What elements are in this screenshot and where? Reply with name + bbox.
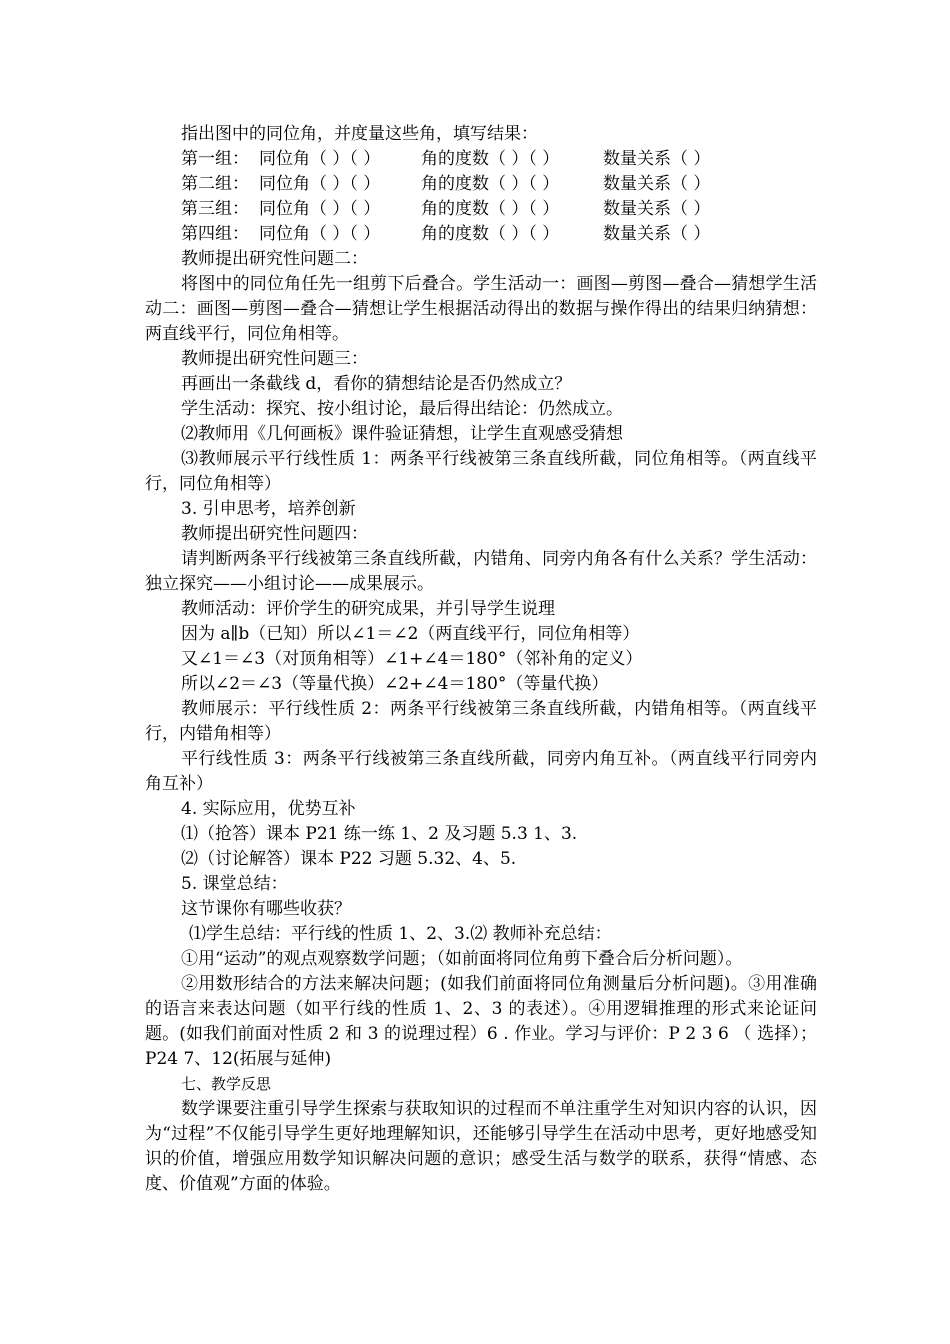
group-relation: 数量关系（ ）: [603, 224, 711, 244]
proof-line-1: 因为 a∥b（已知）所以∠1＝∠2（两直线平行，同位角相等）: [181, 624, 640, 644]
teaching-reflection: 数学课要注重引导学生探索与获取知识的过程而不单注重学生对知识内容的认识，因为“过程”不仅能引导学生更好地理解知识，还能够引导学生在活动中思考，更好地感受知识的价值，增强应用数学知识解决问题的意识；感受生活与数学的联系，获得“情感、态度、价值观”方面的体验。: [145, 1099, 817, 1194]
summary-point-1: ①用“运动”的观点观察数学问题；（如前面将同位角剪下叠合后分析问题）。: [181, 949, 743, 969]
group-name: 第三组：: [181, 199, 249, 219]
teacher-activity: 教师活动：评价学生的研究成果，并引导学生说理: [181, 599, 555, 619]
section-4-heading: 4. 实际应用，优势互补: [181, 799, 356, 819]
group-row-1: [145, 147, 817, 172]
question-2-body: 将图中的同位角任先一组剪下后叠合。学生活动一：画图—剪图—叠合—猜想学生活动二：画图—剪图—叠合—猜想让学生根据活动得出的数据与操作得出的结果归纳猜想：两直线平行，同位角相等。: [145, 274, 817, 344]
question-3-title: 教师提出研究性问题三：: [181, 349, 368, 369]
proof-line-3: 所以∠2＝∠3（等量代换）∠2+∠4＝180°（等量代换）: [181, 674, 609, 694]
summary-points-2-4: ②用数形结合的方法来解决问题；(如我们前面将同位角测量后分析问题)。③用准确的语言来表达问题（如平行线的性质 1、2、3 的表述）。④用逻辑推理的形式来论证问题。(如我们前面对性质 2 和 3 的说理过程）6 . 作业。学习与评价：P 2 3 6 （ 选择）；P24 7、12(拓展与延伸): [145, 974, 817, 1069]
group-corresponding-angles: 同位角（ ）（ ）: [259, 149, 381, 169]
question-3-student-activity: 学生活动：探究、按小组讨论，最后得出结论：仍然成立。: [181, 399, 623, 419]
section-7-heading: 七、教学反思: [181, 1075, 272, 1093]
question-3-body: 再画出一条截线 d，看你的猜想结论是否仍然成立？: [181, 374, 572, 394]
application-1: ⑴（抢答）课本 P21 练一练 1、2 及习题 5.3 1、3.: [181, 824, 578, 844]
group-name: 第一组：: [181, 149, 249, 169]
group-row-3: [145, 197, 817, 222]
question-4-title: 教师提出研究性问题四：: [181, 524, 368, 544]
property-2: 教师展示：平行线性质 2：两条平行线被第三条直线所截，内错角相等。（两直线平行，内错角相等）: [145, 699, 817, 744]
instruction-line: 指出图中的同位角，并度量这些角，填写结果：: [181, 124, 538, 144]
section-5-heading: 5. 课堂总结：: [181, 874, 288, 894]
document-body: [145, 122, 817, 1197]
harvest-question: 这节课你有哪些收获？: [181, 899, 351, 919]
group-relation: 数量关系（ ）: [603, 199, 711, 219]
summary-line: ⑴学生总结：平行线的性质 1、2、3.⑵ 教师补充总结：: [189, 924, 612, 944]
verify-line: ⑵教师用《几何画板》课件验证猜想，让学生直观感受猜想: [181, 424, 623, 444]
group-relation: 数量关系（ ）: [603, 174, 711, 194]
question-2-title: 教师提出研究性问题二：: [181, 249, 368, 269]
proof-line-2: 又∠1＝∠3（对顶角相等）∠1+∠4＝180°（邻补角的定义）: [181, 649, 643, 669]
group-angle-degrees: 角的度数（ ）（ ）: [421, 199, 560, 219]
group-corresponding-angles: 同位角（ ）（ ）: [259, 174, 381, 194]
group-name: 第四组：: [181, 224, 249, 244]
property-3: 平行线性质 3：两条平行线被第三条直线所截，同旁内角互补。（两直线平行同旁内角互补）: [145, 749, 817, 794]
group-angle-degrees: 角的度数（ ）（ ）: [421, 224, 560, 244]
group-angle-degrees: 角的度数（ ）（ ）: [421, 149, 560, 169]
group-corresponding-angles: 同位角（ ）（ ）: [259, 224, 381, 244]
group-row-2: [145, 172, 817, 197]
section-3-heading: 3. 引申思考，培养创新: [181, 499, 356, 519]
question-4-body: 请判断两条平行线被第三条直线所截，内错角、同旁内角各有什么关系？学生活动：独立探究——小组讨论——成果展示。: [145, 549, 817, 594]
group-relation: 数量关系（ ）: [603, 149, 711, 169]
group-angle-degrees: 角的度数（ ）（ ）: [421, 174, 560, 194]
application-2: ⑵（讨论解答）课本 P22 习题 5.32、4、5.: [181, 849, 517, 869]
group-name: 第二组：: [181, 174, 249, 194]
group-corresponding-angles: 同位角（ ）（ ）: [259, 199, 381, 219]
group-row-4: [145, 222, 817, 247]
property-1: ⑶教师展示平行线性质 1：两条平行线被第三条直线所截，同位角相等。（两直线平行，同位角相等）: [145, 449, 817, 494]
